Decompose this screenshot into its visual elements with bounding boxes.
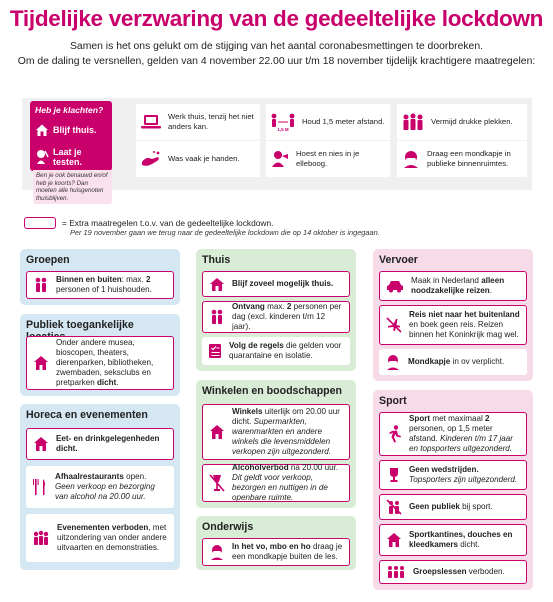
horeca-item-takeaway: Afhaalrestaurants open. Geen verkoop en bezorging van alcohol na 20.00 uur. bbox=[26, 466, 174, 508]
laptop-icon bbox=[140, 114, 162, 130]
page-title: Tijdelijke verzwaring van de gedeeltelijke lockdown bbox=[9, 6, 544, 31]
section-title: Publiek toegankelijke bbox=[26, 319, 134, 331]
sport-item-group-lessons: Groepslessen verboden. bbox=[379, 560, 527, 584]
runner-icon bbox=[386, 425, 402, 443]
visitors-icon bbox=[209, 309, 225, 325]
legend-swatch bbox=[24, 217, 56, 229]
sport-item-no-audience: Geen publiek bij sport. bbox=[379, 494, 527, 520]
winkelen-item-shops: Winkels uiterlijk om 20.00 uur dicht. Supermarkten, warenmarkten en andere winkels die levensmiddelen verkopen zijn uitgezonderd. bbox=[202, 404, 350, 460]
measure-distance: 1,5 M Houd 1,5 meter afstand. bbox=[266, 104, 390, 140]
sneeze-icon bbox=[270, 150, 290, 168]
intro-line-2: Om de daling te versnellen, gelden van 4 november 22.00 uur t/m 18 november tijdelijk krachtigere maatregelen: bbox=[17, 56, 536, 67]
section-title: Groepen bbox=[26, 254, 70, 266]
section-sport bbox=[373, 390, 533, 590]
legend-note: Per 19 november gaan we terug naar de gedeeltelijke lockdown die op 14 oktober is ingegaan. bbox=[70, 228, 380, 237]
house-icon bbox=[209, 276, 225, 292]
mask-icon bbox=[385, 354, 401, 370]
onderwijs-item: In het vo, mbo en ho draag je een mondkapje buiten de les. bbox=[202, 538, 350, 566]
measure-avoid-crowds: Vermijd drukke plekken. bbox=[397, 104, 527, 140]
section-groepen bbox=[20, 249, 180, 305]
get-tested-text: Laat je testen. bbox=[53, 147, 83, 167]
vervoer-item-abroad: Reis niet naar het buitenland en boek geen reis. Reizen binnen het Koninkrijk mag wel. bbox=[379, 305, 527, 345]
checklist-icon bbox=[208, 343, 222, 359]
no-flight-icon bbox=[386, 317, 402, 333]
restaurant-closed-icon bbox=[33, 436, 49, 452]
section-thuis bbox=[196, 249, 356, 371]
sport-item-canteens: Sportkantines, douches en kleedkamers dicht. bbox=[379, 524, 527, 556]
measure-work-home: Werk thuis, tenzij het niet anders kan. bbox=[136, 104, 260, 140]
crowd-icon bbox=[401, 113, 425, 131]
section-onderwijs bbox=[196, 516, 356, 570]
thuis-item-visitors: Ontvang max. 2 personen per dag (excl. kinderen t/m 12 jaar). bbox=[202, 301, 350, 333]
symptoms-heading: Heb je klachten? bbox=[35, 105, 104, 115]
section-vervoer bbox=[373, 249, 533, 381]
no-audience-icon bbox=[386, 499, 402, 515]
vervoer-item-mask: Mondkapje in ov verplicht. bbox=[379, 349, 527, 375]
shop-closed-icon bbox=[209, 424, 225, 440]
section-title: Thuis bbox=[202, 254, 231, 266]
handwash-icon bbox=[140, 150, 162, 168]
trophy-icon bbox=[386, 467, 402, 483]
groepen-item: Binnen en buiten: max. 2 personen of 1 huishouden. bbox=[26, 271, 174, 299]
symptoms-box bbox=[30, 101, 112, 171]
thuis-item-stay-home: Blijf zoveel mogelijk thuis. bbox=[202, 271, 350, 297]
section-title: Sport bbox=[379, 395, 407, 407]
no-alcohol-icon bbox=[209, 474, 225, 492]
thuis-item-quarantine: Volg de regels die gelden voor quarantaine en isolatie. bbox=[202, 337, 350, 365]
sport-item-matches: Geen wedstrijden. Topsporters zijn uitgezonderd. bbox=[379, 460, 527, 490]
distance-icon bbox=[270, 113, 296, 132]
people-icon bbox=[33, 277, 49, 293]
intro-line-1: Samen is het ons gelukt om de stijging van het aantal coronabesmettingen te doorbreken. bbox=[70, 41, 483, 52]
building-closed-icon bbox=[386, 532, 402, 548]
cutlery-icon bbox=[32, 478, 48, 496]
test-swab-icon bbox=[35, 149, 49, 165]
mask-icon bbox=[401, 150, 421, 168]
sport-item-max-persons: Sport met maximaal 2 personen, op 1,5 meter afstand. Kinderen t/m 17 jaar en topsporters uitgezonderd. bbox=[379, 412, 527, 456]
measure-wash-hands: Was vaak je handen. bbox=[136, 141, 260, 177]
measure-wear-mask: Draag een mondkapje in publieke binnenruimtes. bbox=[397, 141, 527, 177]
section-publiek bbox=[20, 314, 180, 396]
publiek-item: Onder andere musea, bioscopen, theaters, dierenparken, bibliotheken, zwembaden, seksclubs en pretparken dicht. bbox=[26, 336, 174, 390]
mask-icon bbox=[209, 544, 225, 560]
symptoms-note: Ben je ook benauwd en/of heb je koorts? Dan moeten alle huisgenoten thuisblijven. bbox=[33, 170, 112, 204]
winkelen-item-alcohol: Alcoholverbod na 20.00 uur. Dit geldt voor verkoop, bezorgen en nuttigen in de openbare ruimte. bbox=[202, 464, 350, 502]
section-title: Winkelen en boodschappen bbox=[202, 385, 342, 397]
building-closed-icon bbox=[33, 355, 49, 371]
vervoer-item-travel: Maak in Nederland alleen noodzakelijke reizen. bbox=[379, 271, 527, 301]
house-icon bbox=[35, 123, 49, 137]
section-title: Vervoer bbox=[379, 254, 418, 266]
car-icon bbox=[386, 279, 404, 293]
stay-home-text: Blijf thuis. bbox=[53, 125, 97, 135]
events-icon bbox=[32, 530, 50, 546]
measure-sneeze-elbow: Hoest en nies in je elleboog. bbox=[266, 141, 390, 177]
section-title: Horeca en evenementen bbox=[26, 409, 148, 421]
section-horeca bbox=[20, 404, 180, 570]
horeca-item-eat-drink: Eet- en drinkgelegenheden dicht. bbox=[26, 428, 174, 460]
section-winkelen bbox=[196, 380, 356, 508]
section-title: Onderwijs bbox=[202, 521, 254, 533]
group-lessons-icon bbox=[386, 565, 406, 579]
distance-badge: 1,5 M bbox=[277, 126, 289, 132]
legend-text: = Extra maatregelen t.o.v. van de gedeeltelijke lockdown. bbox=[62, 218, 274, 228]
horeca-item-events: Evenementen verboden, met uitzondering van onder andere uitvaarten en demonstraties. bbox=[26, 514, 174, 562]
